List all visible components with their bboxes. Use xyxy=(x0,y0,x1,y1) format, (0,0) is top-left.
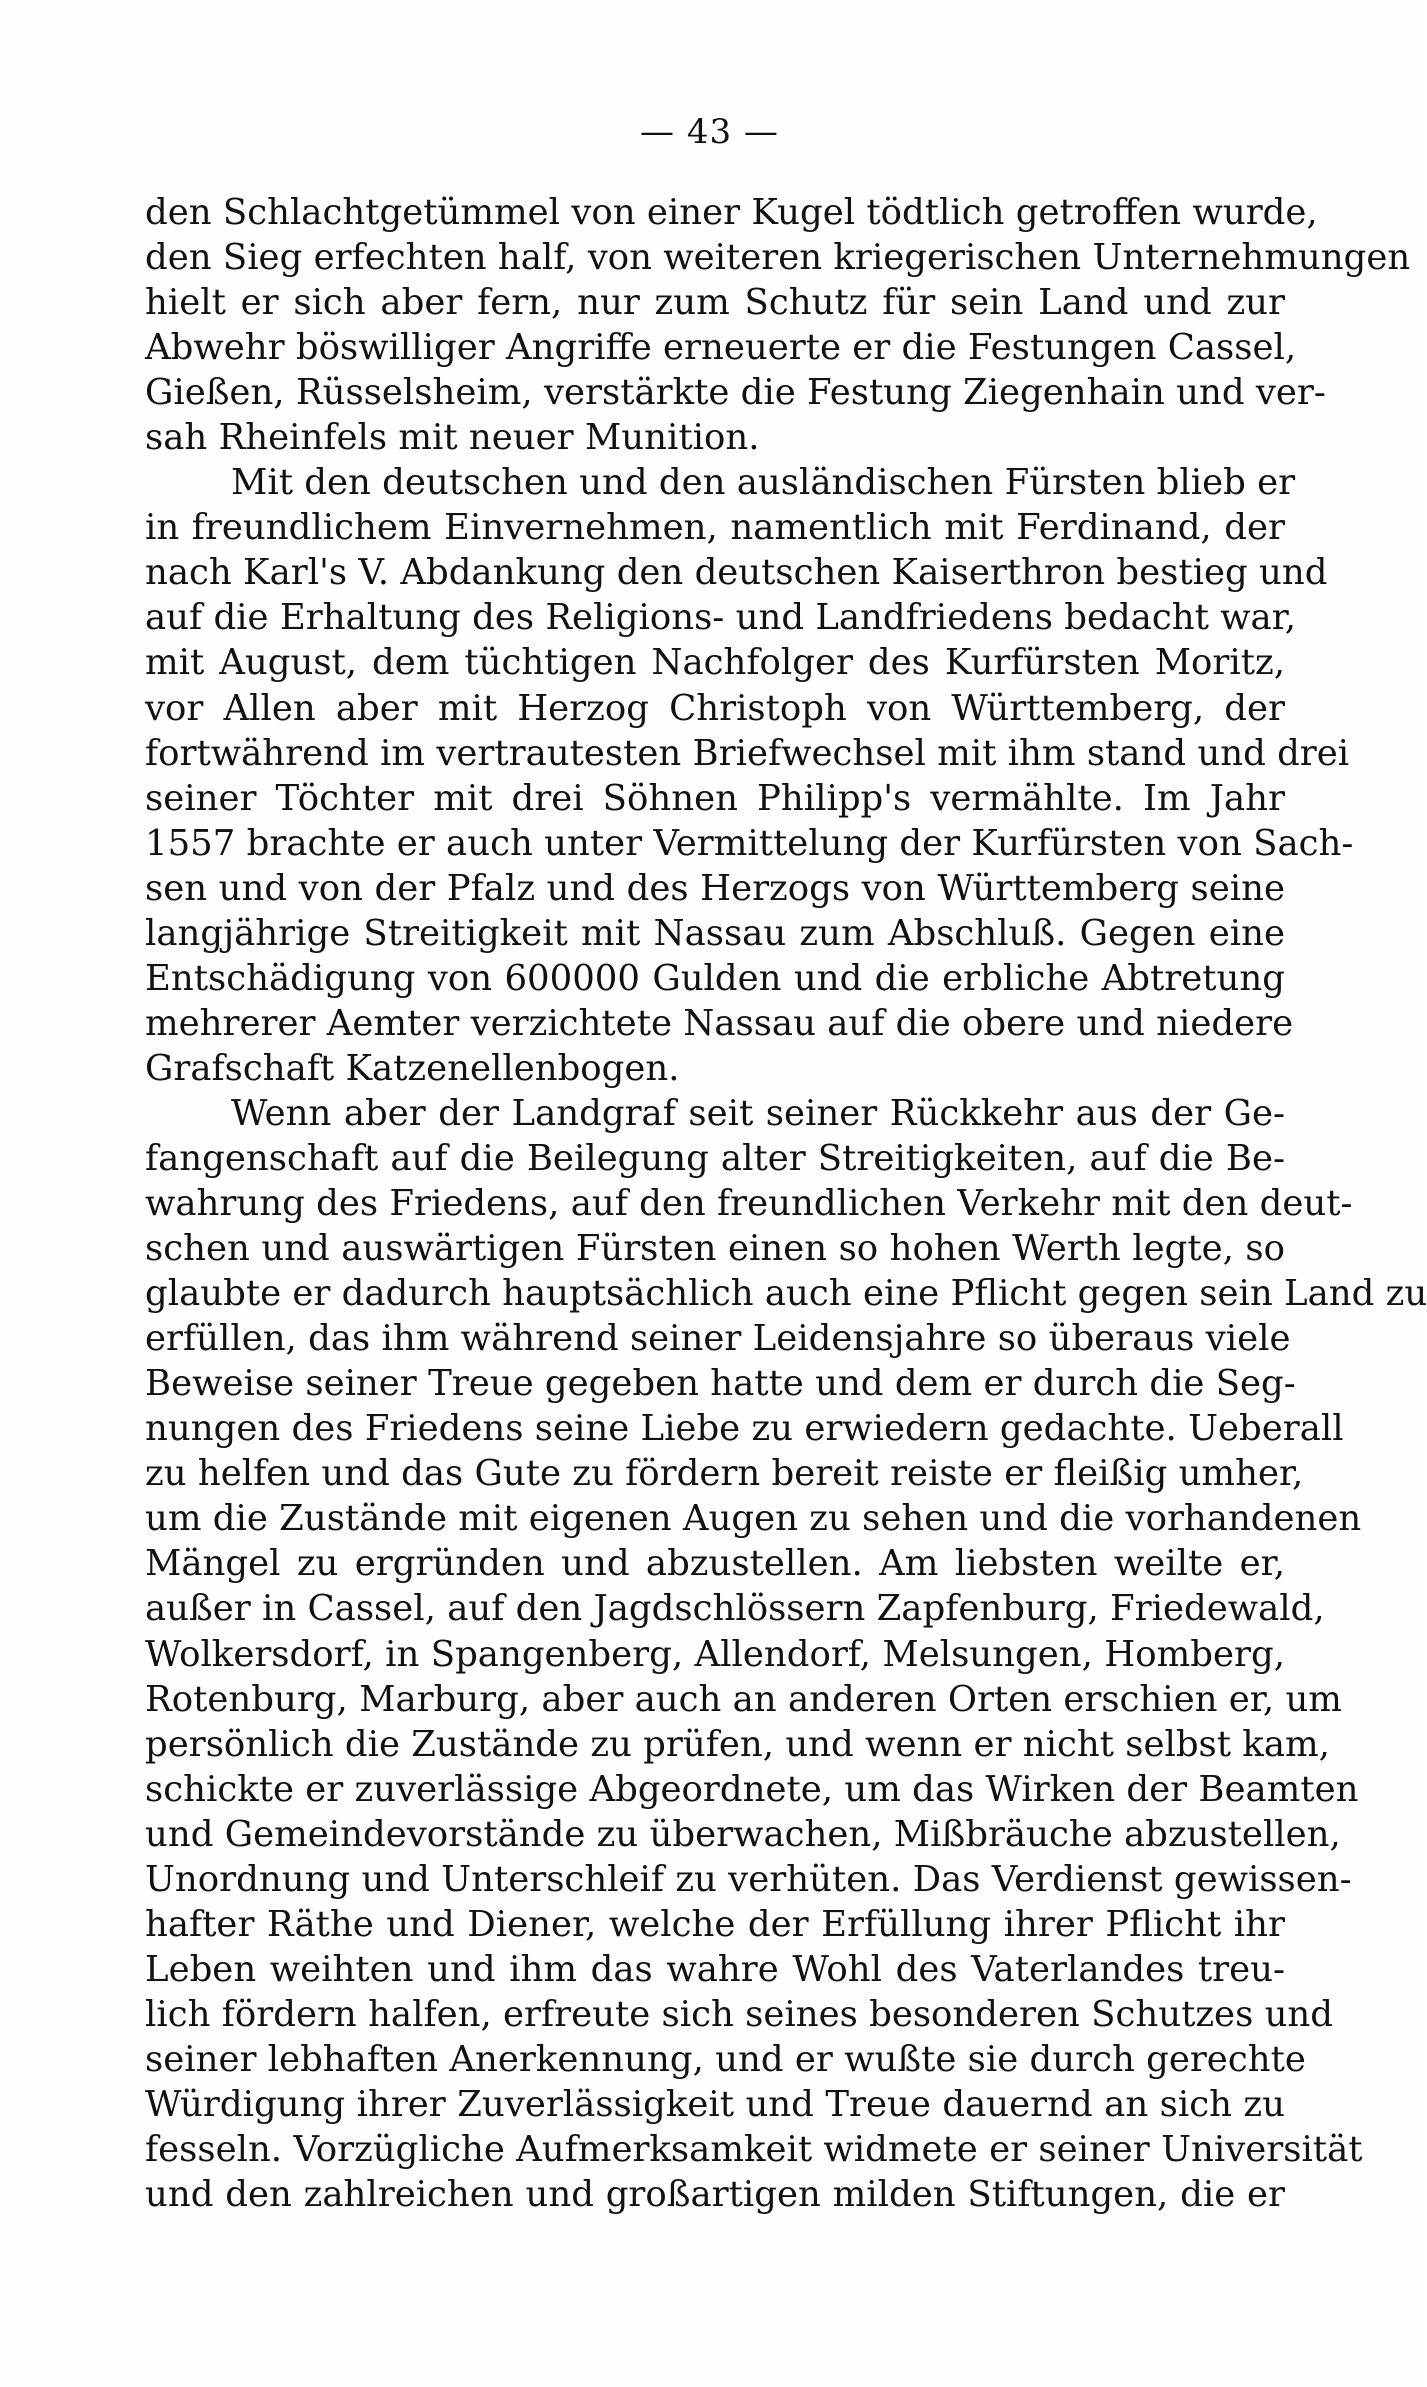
text-line: Mängel zu ergründen und abzustellen. Am liebsten weilte er, xyxy=(145,1543,1285,1585)
text-line: Gießen, Rüsselsheim, verstärkte die Festung Ziegenhain und ver- xyxy=(145,372,1326,414)
text-line: hielt er sich aber fern, nur zum Schutz für sein Land und zur xyxy=(145,282,1285,324)
text-line: in freundlichem Einvernehmen, namentlich mit Ferdinand, der xyxy=(145,507,1285,549)
text-line: den Sieg erfechten half, von weiteren kriegerischen Unternehmungen xyxy=(145,237,1411,279)
text-line: mehrerer Aemter verzichtete Nassau auf die obere und niedere xyxy=(145,1002,1294,1044)
text-line: zu helfen und das Gute zu fördern bereit reiste er fleißig umher, xyxy=(145,1453,1304,1495)
text-line: Grafschaft Katzenellenbogen. xyxy=(145,1047,680,1089)
text-line: lich fördern halfen, erfreute sich seines besonderen Schutzes und xyxy=(145,1993,1334,2035)
text-line: nungen des Friedens seine Liebe zu erwiedern gedachte. Ueberall xyxy=(145,1408,1344,1450)
text-line: mit August, dem tüchtigen Nachfolger des Kurfürsten Moritz, xyxy=(145,642,1285,684)
text-line: Entschädigung von 600000 Gulden und die erbliche Abtretung xyxy=(145,957,1285,999)
text-line: Mit den deutschen und den ausländischen Fürsten blieb er xyxy=(231,462,1296,504)
text-line: hafter Räthe und Diener, welche der Erfüllung ihrer Pflicht ihr xyxy=(145,1903,1285,1945)
text-line: um die Zustände mit eigenen Augen zu sehen und die vorhandenen xyxy=(145,1498,1362,1540)
text-line: seiner lebhaften Anerkennung, und er wußte sie durch gerechte xyxy=(145,2038,1306,2080)
text-line: erfüllen, das ihm während seiner Leidensjahre so überaus viele xyxy=(145,1318,1291,1360)
text-line: wahrung des Friedens, auf den freundlichen Verkehr mit den deut- xyxy=(145,1183,1353,1225)
text-line: den Schlachtgetümmel von einer Kugel tödtlich getroffen wurde, xyxy=(145,192,1318,233)
text-line: fortwährend im vertrautesten Briefwechsel mit ihm stand und drei xyxy=(145,732,1350,774)
text-line: Rotenburg, Marburg, aber auch an anderen Orten erschien er, um xyxy=(145,1678,1342,1720)
text-line: schen und auswärtigen Fürsten einen so hohen Werth legte, so xyxy=(145,1228,1285,1270)
text-line: sen und von der Pfalz und des Herzogs von Württemberg seine xyxy=(145,867,1285,909)
text-line: vor Allen aber mit Herzog Christoph von Württemberg, der xyxy=(145,687,1285,729)
text-line: und Gemeindevorstände zu überwachen, Mißbräuche abzustellen, xyxy=(145,1813,1341,1855)
text-line: Unordnung und Unterschleif zu verhüten. Das Verdienst gewissen- xyxy=(145,1858,1352,1900)
text-line: Abwehr böswilliger Angriffe erneuerte er die Festungen Cassel, xyxy=(145,327,1297,369)
text-line: glaubte er dadurch hauptsächlich auch eine Pflicht gegen sein Land zu xyxy=(145,1273,1427,1315)
text-line: seiner Töchter mit drei Söhnen Philipp's vermählte. Im Jahr xyxy=(145,777,1285,819)
text-line: langjährige Streitigkeit mit Nassau zum Abschluß. Gegen eine xyxy=(145,912,1285,954)
body-text xyxy=(145,190,1427,2217)
text-line: und den zahlreichen und großartigen milden Stiftungen, die er xyxy=(145,2174,1285,2216)
text-line: Wolkersdorf, in Spangenberg, Allendorf, Melsungen, Homberg, xyxy=(145,1633,1285,1675)
text-line: persönlich die Zustände zu prüfen, und wenn er nicht selbst kam, xyxy=(145,1723,1330,1765)
text-line: Wenn aber der Landgraf seit seiner Rückkehr aus der Ge- xyxy=(231,1092,1285,1134)
text-line: sah Rheinfels mit neuer Munition. xyxy=(145,417,760,459)
text-line: 1557 brachte er auch unter Vermittelung der Kurfürsten von Sach- xyxy=(145,822,1354,864)
text-line: fesseln. Vorzügliche Aufmerksamkeit widmete er seiner Universität xyxy=(145,2129,1363,2171)
text-line: Würdigung ihrer Zuverlässigkeit und Treue dauernd an sich zu xyxy=(145,2083,1285,2125)
text-line: Leben weihten und ihm das wahre Wohl des Vaterlandes treu- xyxy=(145,1948,1285,1990)
page-number: — 43 — xyxy=(640,112,779,152)
text-line: schickte er zuverlässige Abgeordnete, um das Wirken der Beamten xyxy=(145,1768,1359,1810)
text-line: nach Karl's V. Abdankung den deutschen Kaiserthron bestieg und xyxy=(145,552,1328,594)
text-line: Beweise seiner Treue gegeben hatte und dem er durch die Seg- xyxy=(145,1363,1296,1405)
text-line: auf die Erhaltung des Religions- und Landfriedens bedacht war, xyxy=(145,597,1297,639)
text-line: außer in Cassel, auf den Jagdschlössern Zapfenburg, Friedewald, xyxy=(145,1588,1325,1630)
text-line: fangenschaft auf die Beilegung alter Streitigkeiten, auf die Be- xyxy=(145,1137,1285,1179)
